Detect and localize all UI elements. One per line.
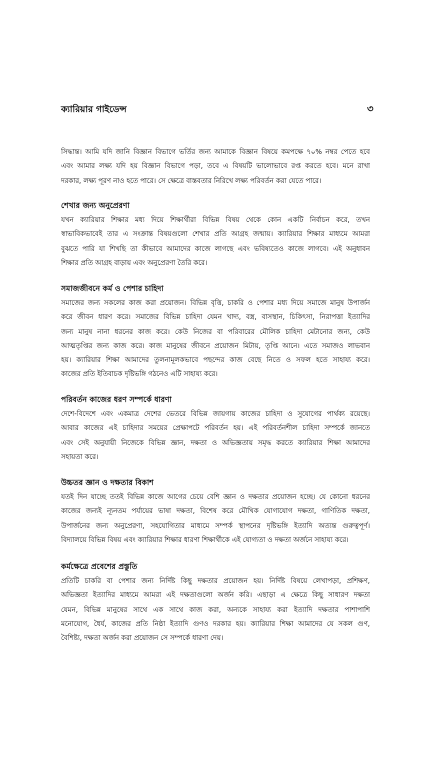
section-body-workplace-prep <box>61 574 370 645</box>
paragraph-line: যেমন, বিভিন্ন মানুষের সাথে এক সাথে কাজ করা, অন্যকে সাহায্য করা ইত্যাদি দক্ষতার পাশাপাশি <box>61 605 370 614</box>
paragraph-line: স্বাভাবিকভাবেই তার এ সংক্রান্ত বিষয়গুলো শেখার প্রতি আগ্রহ জন্মায়। ক্যারিয়ার শিক্ষার মাধ্যমে আমরা <box>61 230 370 239</box>
page-number: ৩ <box>367 104 374 115</box>
paragraph-line: আবার কাজের এই চাহিদার সময়ের প্রেক্ষাপটে পরিবর্তন হয়। এই পরিবর্তনশীল চাহিদা সম্পর্কে জানতে <box>61 424 370 433</box>
paragraph-line: বিদ্যালয়ে বিভিন্ন বিষয় এবং ক্যারিয়ার শিক্ষার ধারণা শিক্ষার্থীকে এই যোগ্যতা ও দক্ষতা অর্জনে সাহায্য করে। <box>61 535 349 544</box>
paragraph-line: বৈশিষ্ট্য, দক্ষতা অর্জন করা প্রয়োজন সে সম্পর্কে ধারণা দেয়। <box>61 634 224 643</box>
paragraph-line: সহায়তা করে। <box>61 452 99 461</box>
paragraph-line: উপার্জনের জন্য অনুপ্রেরণা, সহযোগিতার মাধ্যমে সম্পর্ক স্থাপনের দৃষ্টিভঙ্গি ইত্যাদি অত্যন্ত গুরুত্বপূর্ণ। <box>61 521 370 530</box>
paragraph-line: প্রতিটি চাকরি বা পেশার জন্য নির্দিষ্ট কিছু দক্ষতার প্রয়োজন হয়। নির্দিষ্ট বিষয়ে লেখাপড়া, প্রশিক্ষণ, <box>61 577 370 585</box>
section-body-changing-work <box>61 407 370 464</box>
paragraph-line: অভিজ্ঞতা ইত্যাদির মাধ্যমে আমরা এই দক্ষতাগুলো অর্জন করি। এছাড়া এ ক্ষেত্রে কিছু সাধারণ দক্ষতা <box>61 591 370 600</box>
paragraph-line: সমাজের জন্য সকলের কাজ করা প্রয়োজন। বিভিন্ন বৃত্তি, চাকরি ও পেশার মধ্য দিয়ে সমাজে মানুষ উপার্জন <box>61 299 370 307</box>
paragraph-line: এবং আমার লক্ষ্য যদি হয় বিজ্ঞান বিভাগে পড়া, তবে এ বিষয়টি ভালোভাবে রপ্ত করতে হবে। মনে রাখা <box>61 162 370 171</box>
paragraph-line: সিদ্ধান্ত। আমি যদি জানি বিজ্ঞান বিভাগে ভর্তির জন্য আমাকে বিজ্ঞান বিষয়ে কমপক্ষে ৭০% নম্বর পেতে হবে <box>61 148 370 156</box>
section-body-social-demand <box>61 296 370 382</box>
section-heading-learning-motivation: শেখার জন্য অনুপ্রেরণা <box>61 201 130 210</box>
section-heading-social-demand: সমাজজীবনে কর্ম ও পেশার চাহিদা <box>61 284 164 293</box>
paragraph-line: মনোযোগ, ধৈর্য, কাজের প্রতি নিষ্ঠা ইত্যাদি গুণও দরকার হয়। ক্যারিয়ার শিক্ষা আমাদের যে সকল গুণ, <box>61 619 370 628</box>
paragraph-line: করে জীবন ধারণ করে। সমাজের বিভিন্ন চাহিদা যেমন খাদ্য, বস্ত্র, বাসস্থান, চিকিৎসা, নিরাপত্তা ইত্যাদির <box>61 313 370 322</box>
intro-paragraph <box>61 145 370 188</box>
paragraph-line: দেশে-বিদেশে এবং একমাত্র দেশের ভেতরে বিভিন্ন জায়গায় কাজের চাহিদা ও সুযোগের পার্থক্য রয়েছে। <box>61 410 370 418</box>
paragraph-line: হয়। ক্যারিয়ার শিক্ষা আমাদের তুলনামূলকভাবে পছন্দের কাজ বেছে নিতে ও সফল হতে সাহায্য করে। <box>61 356 370 365</box>
paragraph-line: জন্য মানুষ নানা ধরনের কাজ করে। কেউ নিজের বা পরিবারের মৌলিক চাহিদা মেটানোর জন্য, কেউ <box>61 327 370 336</box>
section-heading-changing-work: পরিবর্তন কাজের ধরণ সম্পর্কে ধারণা <box>61 395 172 404</box>
section-heading-workplace-prep: কর্মক্ষেত্রে প্রবেশের প্রস্তুতি <box>61 562 138 571</box>
running-header-title: ক্যারিয়ার গাইডেন্স <box>61 105 127 115</box>
paragraph-line: বুঝতে পারি যা শিখছি তা কীভাবে আমাদের কাজে লাগছে এবং ভবিষ্যতেও কাজে লাগবে। এই অনুধাবন <box>61 244 370 253</box>
section-heading-higher-skills: উচ্চতর জ্ঞান ও দক্ষতার বিকাশ <box>61 478 154 487</box>
paragraph-line: শিক্ষার প্রতি আগ্রহ বাড়ায় এবং অনুপ্রেরণা তৈরি করে। <box>61 258 208 267</box>
paragraph-line: যতই দিন যাচ্ছে ততই বিভিন্ন কাজে আগের চেয়ে বেশি জ্ঞান ও দক্ষতার প্রয়োজন হচ্ছে। যে কোনো ধরনের <box>61 493 370 501</box>
paragraph-line: যখন ক্যারিয়ার শিক্ষার মধ্য দিয়ে শিক্ষার্থীরা বিভিন্ন বিষয় থেকে কোন একটি নির্বাচন করে, তখন <box>61 216 370 224</box>
paragraph-line: দরকার, লক্ষ্য পূরণ নাও হতে পারে। সে ক্ষেত্রে বাস্তবতার নিরিখে লক্ষ্য পরিবর্তন করা যেতে পারে। <box>61 176 322 185</box>
paragraph-line: কাজের জন্যই ন্যূনতম পর্যায়ের ভাষা দক্ষতা, বিশেষ করে মৌখিক যোগাযোগ দক্ষতা, গাণিতিক দক্ষতা, <box>61 507 370 516</box>
section-body-learning-motivation <box>61 213 370 270</box>
paragraph-line: আত্মতৃপ্তির জন্য কাজ করে। কাজ মানুষের জীবনে প্রয়োজন মিটায়, তৃপ্তি আনে। এতে সমাজও লাভবান <box>61 341 370 350</box>
section-body-higher-skills <box>61 490 370 547</box>
paragraph-line: কাজের প্রতি ইতিবাচক দৃষ্টিভঙ্গি গঠনেও এটি সাহায্য করে। <box>61 370 218 379</box>
paragraph-line: এবং সেই অনুযায়ী নিজেকে বিভিন্ন জ্ঞান, দক্ষতা ও অভিজ্ঞতায় সমৃদ্ধ করতে ক্যারিয়ার শিক্ষা আমাদের <box>61 438 370 447</box>
